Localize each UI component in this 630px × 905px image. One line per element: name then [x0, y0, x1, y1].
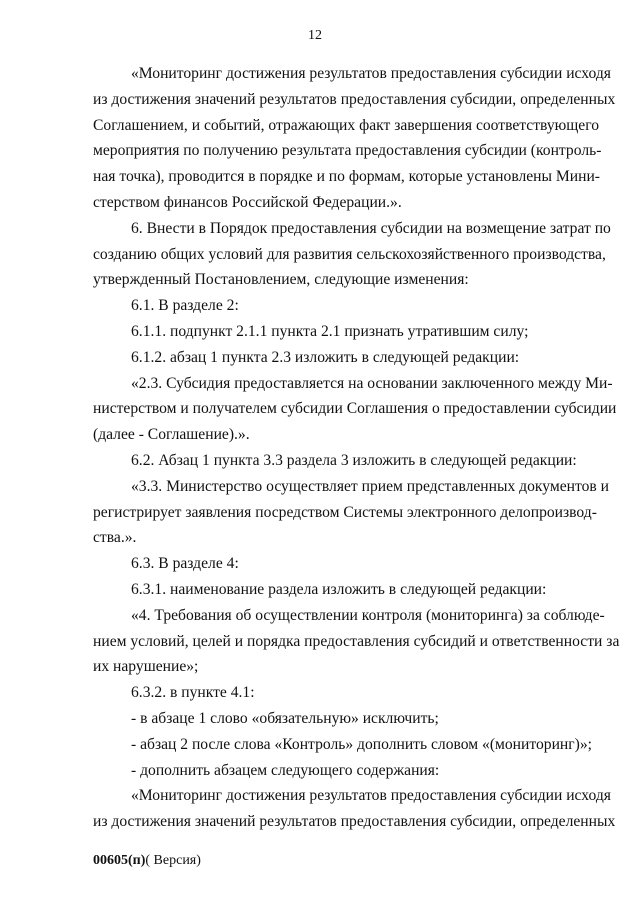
- text-line: - дополнить абзацем следующего содержания:: [131, 761, 440, 779]
- text-line: Соглашением, и событий, отражающих факт завершения соответствующего: [93, 116, 600, 134]
- text-line: мероприятия по получению результата предоставления субсидии (контроль-: [93, 142, 602, 160]
- text-line: нистерством и получателем субсидии Соглашения о предоставлении субсидии: [93, 400, 617, 418]
- text-line: 6. Внести в Порядок предоставления субсидии на возмещение затрат по: [131, 219, 611, 237]
- text-line: 6.1. В разделе 2:: [131, 297, 239, 315]
- text-line: - абзац 2 после слова «Контроль» дополнить словом «(мониторинг)»;: [131, 735, 592, 753]
- text-line: 6.1.1. подпункт 2.1.1 пункта 2.1 признать утратившим силу;: [131, 322, 529, 340]
- text-line: 6.3.1. наименование раздела изложить в следующей редакции:: [131, 580, 547, 598]
- text-line: утвержденный Постановлением, следующие изменения:: [93, 271, 469, 289]
- text-line: стерством финансов Российской Федерации.».: [93, 193, 402, 211]
- text-line: созданию общих условий для развития сельскохозяйственного производства,: [93, 245, 606, 263]
- text-line: нием условий, целей и порядка предоставления субсидий и ответственности за: [93, 632, 620, 650]
- document-body: [93, 61, 620, 835]
- text-line: 6.3. В разделе 4:: [131, 555, 239, 573]
- text-line: 6.1.2. абзац 1 пункта 2.3 изложить в следующей редакции:: [131, 348, 520, 366]
- text-line: их нарушение»;: [93, 658, 199, 676]
- text-line: «Мониторинг достижения результатов предоставления субсидии исходя: [131, 787, 611, 805]
- text-line: регистрирует заявления посредством Системы электронного делопроизвод-: [93, 503, 597, 521]
- text-line: ная точка), проводится в порядке и по формам, которые установлены Мини-: [93, 168, 600, 186]
- document-version-label: ( Версия): [145, 853, 201, 868]
- text-line: (далее - Соглашение).».: [93, 426, 250, 444]
- text-line: из достижения значений результатов предоставления субсидии, определенных: [93, 90, 616, 108]
- page-number: 12: [308, 28, 322, 43]
- text-line: «3.3. Министерство осуществляет прием представленных документов и: [131, 477, 609, 495]
- document-footer: [93, 852, 201, 870]
- text-line: «2.3. Субсидия предоставляется на основании заключенного между Ми-: [131, 374, 613, 392]
- text-line: из достижения значений результатов предоставления субсидии, определенных: [93, 813, 616, 831]
- text-line: «4. Требования об осуществлении контроля (мониторинга) за соблюде-: [131, 606, 605, 624]
- text-line: - в абзаце 1 слово «обязательную» исключить;: [131, 709, 439, 727]
- text-line: 6.2. Абзац 1 пункта 3.3 раздела 3 изложить в следующей редакции:: [131, 451, 577, 469]
- document-code: 00605(п): [93, 853, 146, 868]
- text-line: «Мониторинг достижения результатов предоставления субсидии исходя: [131, 65, 611, 82]
- text-line: ства.».: [93, 529, 137, 547]
- text-line: 6.3.2. в пункте 4.1:: [131, 684, 255, 702]
